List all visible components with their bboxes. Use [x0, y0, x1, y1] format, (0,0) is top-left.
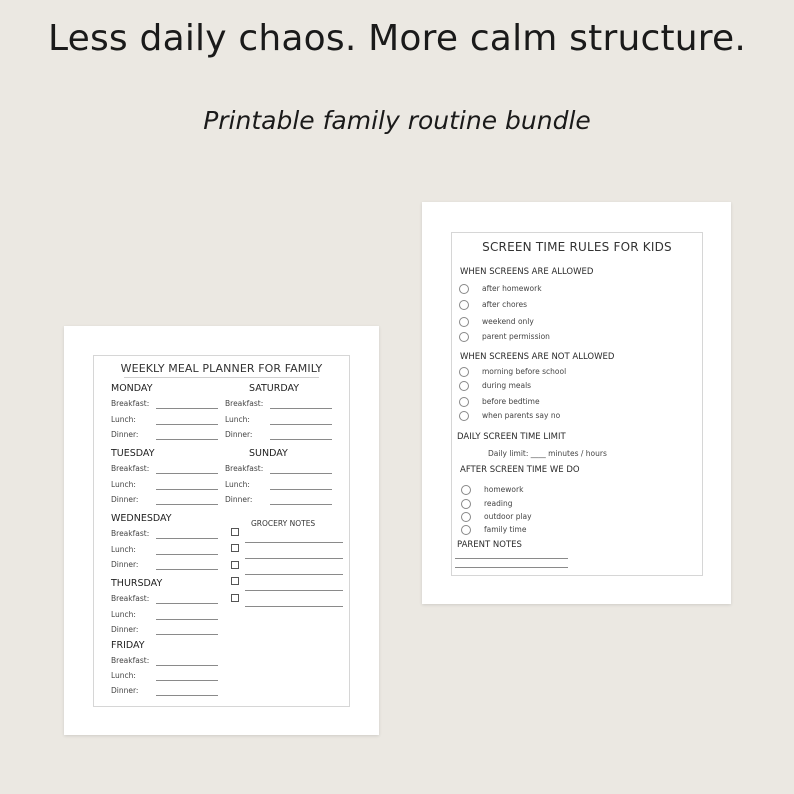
- meal-label-dinner: Dinner:: [111, 686, 139, 695]
- grocery-checkbox: [231, 528, 239, 536]
- meal-label-breakfast: Breakfast:: [225, 464, 264, 473]
- write-line: [270, 439, 332, 440]
- day-sunday: SUNDAY: [249, 448, 288, 459]
- checkbox-circle: [461, 525, 471, 535]
- meal-label-lunch: Lunch:: [111, 545, 136, 554]
- not-allowed-item: when parents say no: [482, 411, 561, 420]
- meal-label-breakfast: Breakfast:: [111, 594, 150, 603]
- screen-time-page: [422, 202, 731, 604]
- write-line: [156, 603, 218, 604]
- meal-label-breakfast: Breakfast:: [111, 529, 150, 538]
- write-line: [156, 554, 218, 555]
- meal-label-dinner: Dinner:: [111, 430, 139, 439]
- checkbox-circle: [459, 367, 469, 377]
- screen-time-title: SCREEN TIME RULES FOR KIDS: [482, 240, 672, 254]
- day-friday: FRIDAY: [111, 640, 145, 651]
- headline: Less daily chaos. More calm structure.: [48, 18, 746, 59]
- checkbox-circle: [459, 381, 469, 391]
- after-item: outdoor play: [484, 512, 532, 521]
- grocery-checkbox: [231, 577, 239, 585]
- grocery-line: [245, 590, 343, 591]
- checkbox-circle: [459, 397, 469, 407]
- meal-planner-title: WEEKLY MEAL PLANNER FOR FAMILY: [120, 362, 323, 375]
- daily-limit-text: Daily limit: ____ minutes / hours: [488, 449, 607, 458]
- write-line: [270, 473, 332, 474]
- meal-label-breakfast: Breakfast:: [111, 464, 150, 473]
- write-line: [156, 538, 218, 539]
- day-monday: MONDAY: [111, 383, 153, 394]
- allowed-item: weekend only: [482, 317, 534, 326]
- checkbox-circle: [459, 332, 469, 342]
- grocery-checkbox: [231, 561, 239, 569]
- meal-label-dinner: Dinner:: [225, 495, 253, 504]
- meal-label-lunch: Lunch:: [111, 415, 136, 424]
- meal-label-breakfast: Breakfast:: [111, 656, 150, 665]
- write-line: [156, 569, 218, 570]
- screen-time-frame: [451, 232, 703, 576]
- parent-notes-title: PARENT NOTES: [457, 540, 522, 550]
- grocery-line: [245, 558, 343, 559]
- meal-label-breakfast: Breakfast:: [225, 399, 264, 408]
- after-item: family time: [484, 525, 527, 534]
- checkbox-circle: [459, 317, 469, 327]
- meal-planner-frame: [93, 355, 350, 707]
- notes-line: [455, 558, 568, 559]
- checkbox-circle: [461, 512, 471, 522]
- not-allowed-item: during meals: [482, 381, 532, 390]
- day-tuesday: TUESDAY: [111, 448, 155, 459]
- write-line: [156, 408, 218, 409]
- grocery-checkbox: [231, 594, 239, 602]
- title-underline: [124, 377, 319, 378]
- not-allowed-item: morning before school: [482, 367, 567, 376]
- day-saturday: SATURDAY: [249, 383, 300, 394]
- allowed-section-title: WHEN SCREENS ARE ALLOWED: [460, 267, 594, 277]
- write-line: [156, 424, 218, 425]
- write-line: [156, 695, 218, 696]
- not-allowed-section-title: WHEN SCREENS ARE NOT ALLOWED: [460, 352, 615, 362]
- allowed-item: after homework: [482, 284, 542, 293]
- write-line: [270, 504, 332, 505]
- write-line: [270, 424, 332, 425]
- write-line: [156, 619, 218, 620]
- meal-label-dinner: Dinner:: [111, 625, 139, 634]
- grocery-notes-title: GROCERY NOTES: [251, 519, 316, 528]
- grocery-line: [245, 606, 343, 607]
- write-line: [156, 473, 218, 474]
- meal-label-dinner: Dinner:: [111, 495, 139, 504]
- limit-section-title: DAILY SCREEN TIME LIMIT: [457, 432, 566, 442]
- grocery-checkbox: [231, 544, 239, 552]
- checkbox-circle: [459, 284, 469, 294]
- write-line: [270, 408, 332, 409]
- day-thursday: THURSDAY: [111, 578, 163, 589]
- allowed-item: after chores: [482, 300, 528, 309]
- after-item: homework: [484, 485, 524, 494]
- notes-line: [455, 567, 568, 568]
- write-line: [156, 665, 218, 666]
- meal-label-lunch: Lunch:: [111, 671, 136, 680]
- write-line: [156, 634, 218, 635]
- meal-label-breakfast: Breakfast:: [111, 399, 150, 408]
- allowed-item: parent permission: [482, 332, 550, 341]
- meal-label-dinner: Dinner:: [111, 560, 139, 569]
- write-line: [156, 489, 218, 490]
- after-section-title: AFTER SCREEN TIME WE DO: [460, 465, 580, 475]
- grocery-line: [245, 542, 343, 543]
- write-line: [270, 489, 332, 490]
- day-wednesday: WEDNESDAY: [111, 513, 172, 524]
- subheadline: Printable family routine bundle: [203, 106, 591, 135]
- checkbox-circle: [461, 485, 471, 495]
- write-line: [156, 680, 218, 681]
- not-allowed-item: before bedtime: [482, 397, 540, 406]
- meal-label-lunch: Lunch:: [225, 415, 250, 424]
- meal-label-dinner: Dinner:: [225, 430, 253, 439]
- meal-label-lunch: Lunch:: [111, 610, 136, 619]
- write-line: [156, 439, 218, 440]
- checkbox-circle: [459, 411, 469, 421]
- meal-label-lunch: Lunch:: [225, 480, 250, 489]
- checkbox-circle: [461, 499, 471, 509]
- grocery-line: [245, 574, 343, 575]
- after-item: reading: [484, 499, 513, 508]
- meal-label-lunch: Lunch:: [111, 480, 136, 489]
- meal-planner-page: [64, 326, 379, 735]
- checkbox-circle: [459, 300, 469, 310]
- write-line: [156, 504, 218, 505]
